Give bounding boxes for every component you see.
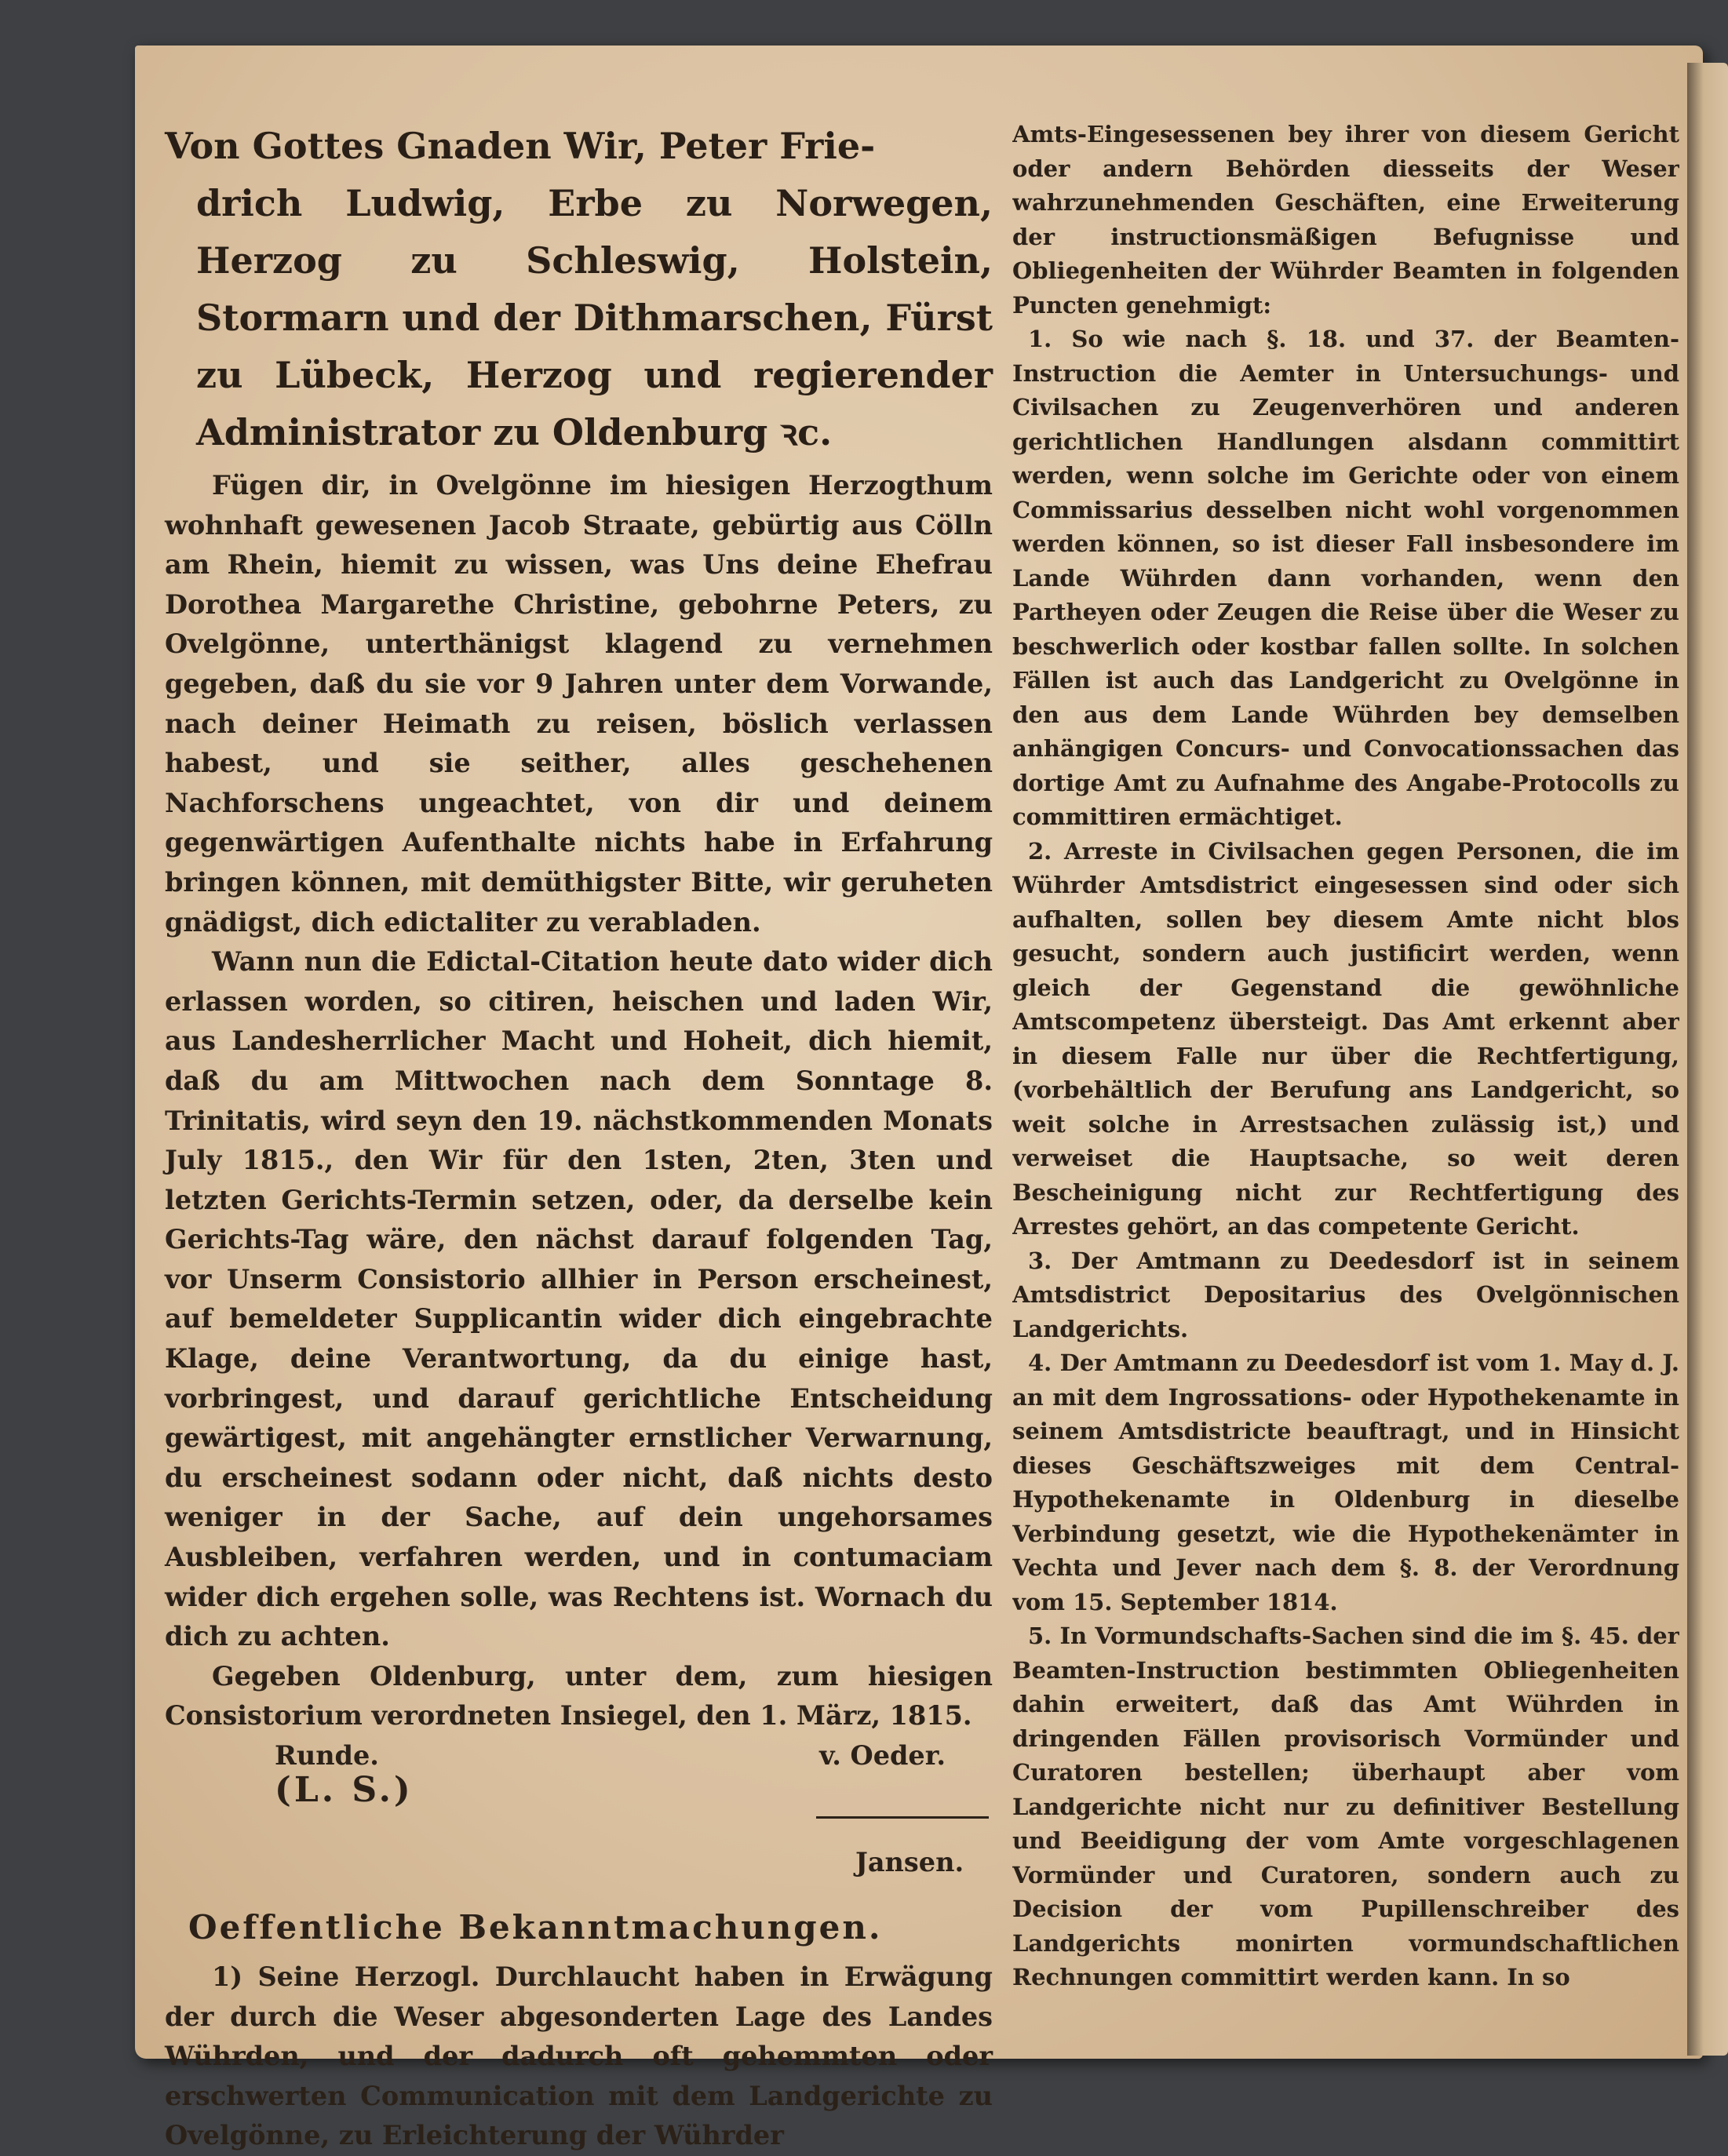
paragraph-given: Gegeben Oldenburg, unter dem, zum hiesigen Consistorium verordneten Insiegel, den 1. März, 1815. [165, 1660, 993, 1732]
right-column [1012, 118, 1679, 1995]
signature-rule [816, 1816, 989, 1819]
paragraph-announcement-1: 1) Seine Herzogl. Durchlaucht haben in Erwägung der durch die Weser abgesonderten Lage des Landes Wührden, und der dadurch oft gehemmten oder erschwerten Communication mit dem Landgerichte zu Ovelgönne, zu Erleichterung der Wührder [165, 1961, 993, 2151]
paragraph-summons-intro: Fügen dir, in Ovelgönne im hiesigen Herzogthum wohnhaft gewesenen Jacob Straate, gebürtig aus Cölln am Rhein, hiemit zu wissen, was Uns deine Ehefrau Dorothea Margarethe Christine, gebohrne Peters, zu Ovelgönne, unterthänigst klagend zu vernehmen gegeben, daß du sie vor 9 Jahren unter dem Vorwande, nach deiner Heimath zu reisen, böslich verlassen habest, und sie seither, alles geschehenen Nachforschens ungeachtet, von dir und deinem gegenwärtigen Aufenthalte nichts habe in Erfahrung bringen können, mit demüthigster Bitte, wir geruheten gnädigst, dich edictaliter zu verabladen. [165, 470, 993, 938]
list-item-3: 3. Der Amtmann zu Deedesdorf ist in seinem Amtsdistrict Depositarius des Ovelgönnischen Landgerichts. [1012, 1247, 1679, 1342]
list-item-5: 5. In Vormundschafts-Sachen sind die im §. 45. der Beamten-Instruction bestimmten Obliegenheiten dahin erweitert, daß das Amt Wührden in dringenden Fällen provisorisch Vormünder und Curatoren bestellen; überhaupt aber vom Landgerichte nicht nur zu definitiver Bestellung und Beeidigung der vom Amte vorgeschlagenen Vormünder und Curatoren, sondern auch zu Decision der vom Pupillenschreiber des Landgerichts monirten vormundschaftlichen Rechnungen committirt werden kann. In so [1012, 1622, 1679, 1990]
seal-mark: (L. S.) [275, 1770, 414, 1810]
next-page-edge [1687, 63, 1728, 2056]
signature-runde: Runde. [275, 1740, 379, 1771]
seal-block [165, 1770, 993, 1893]
list-item-4: 4. Der Amtmann zu Deedesdorf ist vom 1. May d. J. an mit dem Ingrossations- oder Hypothekenamte in seinem Amtsdistricte beauftragt, und in Hinsicht dieses Geschäftszweiges mit dem Central-Hypothekenamte in Oldenburg in dieselbe Verbindung gesetzt, wie die Hypothekenämter in Vechta und Jever nach dem §. 8. der Verordnung vom 15. September 1814. [1012, 1349, 1679, 1615]
list-item-2: 2. Arreste in Civilsachen gegen Personen, die im Wührder Amtsdistrict eingesessen sind oder sich aufhalten, sollen bey diesem Amte nicht blos gesucht, sondern auch justificirt werden, wenn gleich der Gegenstand die gewöhnliche Amtscompetenz übersteigt. Das Amt erkennt aber in diesem Falle nur über die Rechtfertigung, (vorbehältlich der Berufung ans Landgericht, so weit solche in Arrestsachen zulässig ist,) und verweiset die Hauptsache, so weit deren Bescheinigung nicht zur Rechtfertigung des Arrestes gehört, an das competente Gericht. [1012, 837, 1679, 1240]
list-item-1: 1. So wie nach §. 18. und 37. der Beamten-Instruction die Aemter in Untersuchungs- und Civilsachen zu Zeugenverhören und anderen gerichtlichen Handlungen alsdann committirt werden, wenn solche im Gerichte oder von einem Commissarius desselben nicht wohl vorgenommen werden können, so ist dieser Fall insbesondere im Lande Wührden dann vorhanden, wenn den Partheyen oder Zeugen die Reise über die Weser zu beschwerlich oder kostbar fallen sollte. In solchen Fällen ist auch das Landgericht zu Ovelgönne in den aus dem Lande Wührden bey demselben anhängigen Concurs- und Convocationssachen das dortige Amt zu Aufnahme des Angabe-Protocolls zu committiren ermächtiget. [1012, 326, 1679, 830]
paragraph-continuation: Amts-Eingesessenen bey ihrer von diesem Gericht oder andern Behörden diesseits der Weser wahrzunehmenden Geschäften, eine Erweiterung der instructionsmäßigen Befugnisse und Obliegenheiten der Wührder Beamten in folgenden Puncten genehmigt: [1012, 121, 1679, 319]
left-column [165, 118, 993, 2156]
signature-oeder: v. Oeder. [819, 1740, 946, 1771]
heading-first-line: Von Gottes Gnaden Wir, Peter Frie- [165, 125, 876, 167]
proclamation-heading [165, 118, 993, 461]
heading-rest: drich Ludwig, Erbe zu Norwegen, Herzog zu Schleswig, Holstein, Stormarn und der Dithmarschen, Fürst zu Lübeck, Herzog und regierender Administrator zu Oldenburg ꝛc. [196, 182, 993, 453]
signature-jansen: Jansen. [855, 1847, 964, 1877]
paragraph-edictal-citation: Wann nun die Edictal-Citation heute dato wider dich erlassen worden, so citiren, heischen und laden Wir, aus Landesherrlicher Macht und Hoheit, dich hiemit, daß du am Mittwochen nach dem Sonntage 8. Trinitatis, wird seyn den 19. nächstkommenden Monats July 1815., den Wir für den 1sten, 2ten, 3ten und letzten Gerichts-Termin setzen, oder, da derselbe kein Gerichts-Tag wäre, den nächst darauf folgenden Tag, vor Unserm Consistorio allhier in Person erscheinest, auf bemeldeter Supplicantin wider dich eingebrachte Klage, deine Verantwortung, da du einige hast, vorbringest, und darauf gerichtliche Entscheidung gewärtigest, mit angehängter ernstlicher Verwarnung, du erscheinest sodann oder nicht, daß nichts desto weniger in der Sache, auf dein ungehorsames Ausbleiben, verfahren werden, und in contumaciam wider dich ergehen solle, was Rechtens ist. Wornach du dich zu achten. [165, 946, 993, 1652]
section-title: Oeffentliche Bekanntmachungen. [188, 1908, 883, 1947]
